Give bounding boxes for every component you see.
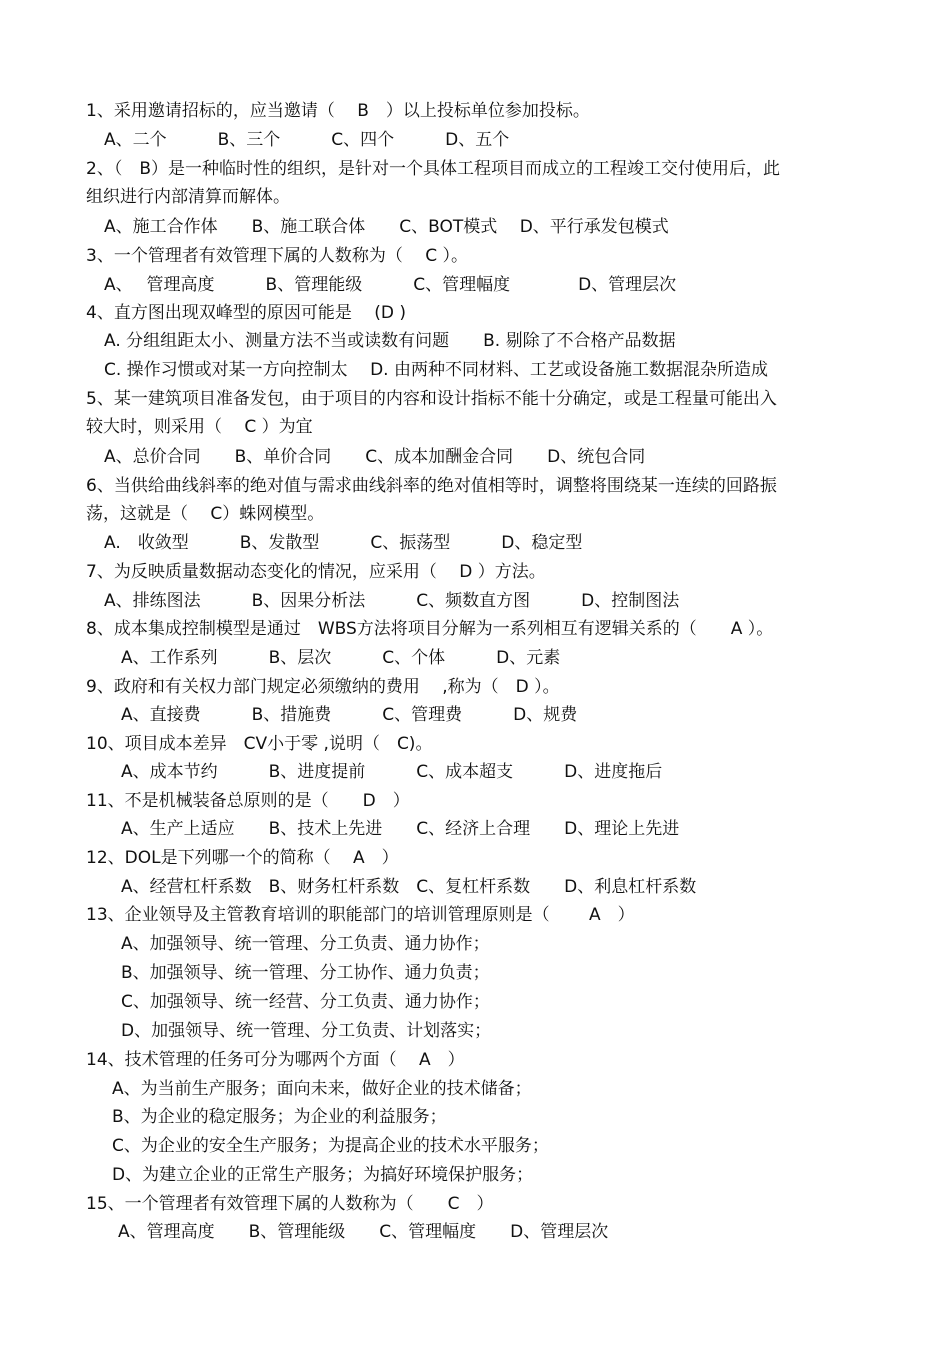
answer-options: A、总价合同 B、单价合同 C、成本加酬金合同 D、统包合同 bbox=[104, 447, 646, 467]
answer-options: A. 分组组距太小、测量方法不当或读数有问题 B. 剔除了不合格产品数据 bbox=[104, 331, 676, 351]
answer-options: A、工作系列 B、层次 C、个体 D、元素 bbox=[104, 648, 561, 668]
question-text-continued: 荡，这就是（ C）蛛网模型。 bbox=[86, 504, 325, 524]
answer-options: A、管理高度 B、管理能级 C、管理幅度 D、管理层次 bbox=[118, 1222, 609, 1242]
answer-options: A、排练图法 B、因果分析法 C、频数直方图 D、控制图法 bbox=[104, 591, 680, 611]
question-text: 8、成本集成控制模型是通过 WBS方法将项目分解为一系列相互有逻辑关系的（ A ）。 bbox=[86, 619, 774, 639]
answer-options: A、直接费 B、措施费 C、管理费 D、规费 bbox=[104, 705, 578, 725]
question-text: 7、为反映质量数据动态变化的情况，应采用（ D ）方法。 bbox=[86, 562, 546, 582]
question-text: 15、一个管理者有效管理下属的人数称为（ C ） bbox=[86, 1194, 494, 1214]
question-text: 13、企业领导及主管教育培训的职能部门的培训管理原则是（ A ） bbox=[86, 905, 635, 925]
question-text: 1、采用邀请招标的，应当邀请（ B ）以上投标单位参加投标。 bbox=[86, 101, 590, 121]
answer-options: D、加强领导、统一管理、分工负责、计划落实； bbox=[104, 1021, 492, 1041]
answer-options: C. 操作习惯或对某一方向控制太 D. 由两种不同材料、工艺或设备施工数据混杂所造成 bbox=[104, 360, 768, 380]
answer-options: A、生产上适应 B、技术上先进 C、经济上合理 D、理论上先进 bbox=[104, 819, 680, 839]
question-text-continued: 较大时，则采用（ C ）为宜 bbox=[86, 417, 313, 437]
question-text: 4、直方图出现双峰型的原因可能是 (D ) bbox=[86, 303, 406, 323]
answer-options: D、为建立企业的正常生产服务；为搞好环境保护服务； bbox=[112, 1165, 534, 1185]
answer-options: B、加强领导、统一管理、分工协作、通力负责； bbox=[104, 963, 490, 983]
answer-options: C、加强领导、统一经营、分工负责、通力协作； bbox=[104, 992, 490, 1012]
question-text: 11、不是机械装备总原则的是（ D ） bbox=[86, 791, 410, 811]
answer-options: A、 管理高度 B、管理能级 C、管理幅度 D、管理层次 bbox=[104, 275, 677, 295]
question-text: 9、政府和有关权力部门规定必须缴纳的费用 ,称为（ D ）。 bbox=[86, 677, 560, 697]
question-text: 12、DOL是下列哪一个的简称（ A ） bbox=[86, 848, 399, 868]
answer-options: C、为企业的安全生产服务；为提高企业的技术水平服务； bbox=[112, 1136, 549, 1156]
answer-options: A、成本节约 B、进度提前 C、成本超支 D、进度拖后 bbox=[104, 762, 663, 782]
question-text-continued: 组织进行内部清算而解体。 bbox=[86, 187, 290, 207]
answer-options: A、加强领导、统一管理、分工负责、通力协作； bbox=[104, 934, 490, 954]
answer-options: A、经营杠杆系数 B、财务杠杆系数 C、复杠杆系数 D、利息杠杆系数 bbox=[104, 877, 697, 897]
question-text: 10、项目成本差异 CV小于零 ,说明（ C)。 bbox=[86, 734, 433, 754]
question-text: 3、一个管理者有效管理下属的人数称为（ C ）。 bbox=[86, 246, 468, 266]
question-text: 14、技术管理的任务可分为哪两个方面（ A ） bbox=[86, 1050, 465, 1070]
question-text: 2、（ B）是一种临时性的组织，是针对一个具体工程项目而成立的工程竣工交付使用后，此 bbox=[86, 159, 780, 179]
answer-options: A. 收敛型 B、发散型 C、振荡型 D、稳定型 bbox=[104, 533, 583, 553]
answer-options: A、施工合作体 B、施工联合体 C、BOT模式 D、平行承发包模式 bbox=[104, 217, 669, 237]
answer-options: A、为当前生产服务；面向未来，做好企业的技术储备； bbox=[112, 1079, 532, 1099]
answer-options: B、为企业的稳定服务；为企业的利益服务； bbox=[112, 1107, 447, 1127]
answer-options: A、二个 B、三个 C、四个 D、五个 bbox=[104, 130, 510, 150]
question-text: 5、某一建筑项目准备发包，由于项目的内容和设计指标不能十分确定，或是工程量可能出入 bbox=[86, 389, 777, 409]
question-text: 6、当供给曲线斜率的绝对值与需求曲线斜率的绝对值相等时，调整将围绕某一连续的回路振 bbox=[86, 476, 777, 496]
